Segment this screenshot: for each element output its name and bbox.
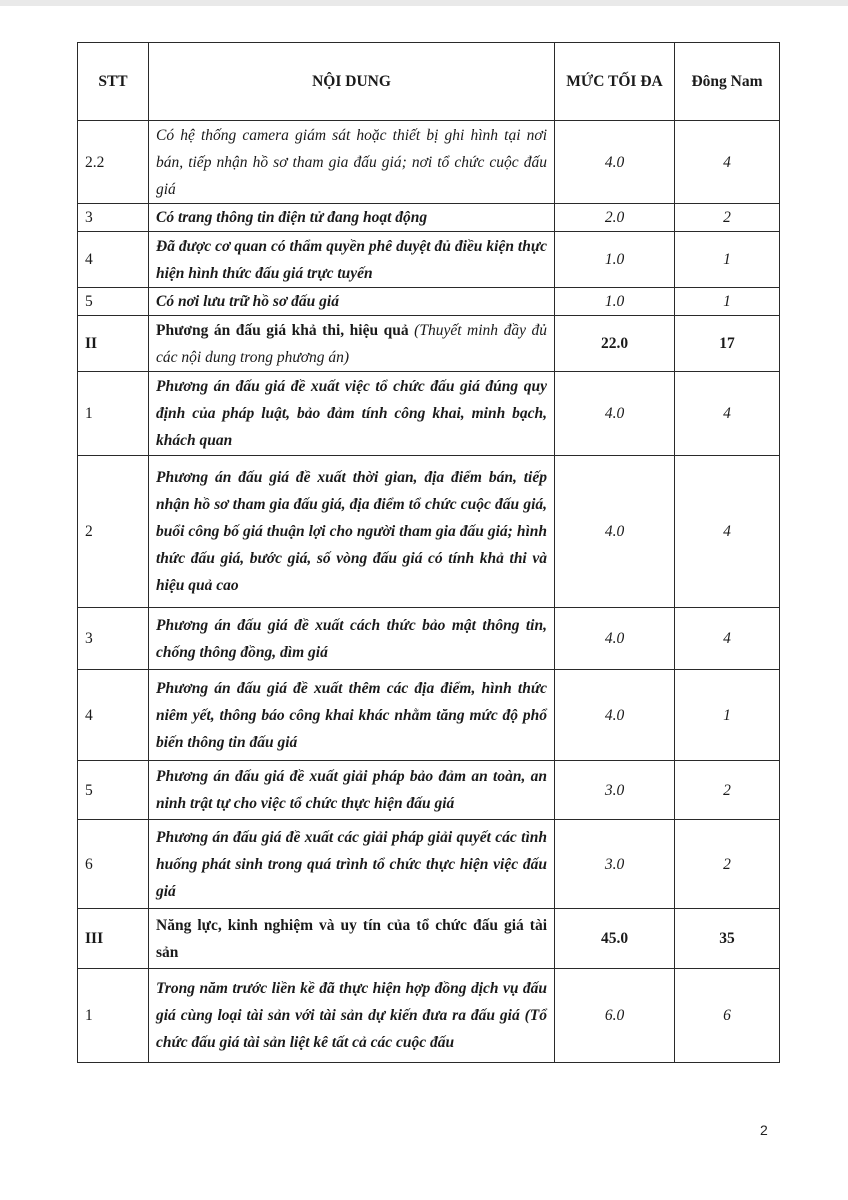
row-max-score: 4.0: [555, 608, 675, 670]
row-dong-nam-score: 2: [675, 761, 780, 820]
header-dong-nam: Đông Nam: [675, 43, 780, 121]
row-dong-nam-score: 35: [675, 909, 780, 969]
row-stt: 6: [78, 820, 149, 909]
row-max-score: 3.0: [555, 761, 675, 820]
table-row: [78, 288, 780, 316]
row-stt: 3: [78, 204, 149, 232]
row-content-text: Đã được cơ quan có thẩm quyền phê duyệt đủ điều kiện thực hiện hình thức đấu giá trực tuyến: [156, 237, 547, 282]
row-max-score: 4.0: [555, 456, 675, 608]
row-content-text: Năng lực, kinh nghiệm và uy tín của tổ chức đấu giá tài sản: [156, 916, 547, 961]
row-content: [149, 670, 555, 761]
row-max-score: 4.0: [555, 670, 675, 761]
row-dong-nam-score: 1: [675, 232, 780, 288]
row-content-text: Có trang thông tin điện tử đang hoạt động: [156, 209, 428, 226]
row-max-score: 1.0: [555, 232, 675, 288]
row-content-text: Phương án đấu giá đề xuất cách thức bảo mật thông tin, chống thông đồng, dìm giá: [156, 616, 547, 661]
row-stt: 1: [78, 969, 149, 1063]
row-content-text: Phương án đấu giá khả thi, hiệu quả: [156, 321, 409, 339]
row-dong-nam-score: 4: [675, 608, 780, 670]
table-row: [78, 316, 780, 372]
table-header-row: [78, 43, 780, 121]
page-number: 2: [760, 1122, 768, 1138]
table-row: [78, 204, 780, 232]
row-dong-nam-score: 1: [675, 288, 780, 316]
row-max-score: 22.0: [555, 316, 675, 372]
row-stt: 4: [78, 670, 149, 761]
row-stt: 3: [78, 608, 149, 670]
table-row: [78, 232, 780, 288]
row-dong-nam-score: 4: [675, 121, 780, 204]
row-stt: 5: [78, 288, 149, 316]
row-dong-nam-score: 2: [675, 204, 780, 232]
row-content-text: Trong năm trước liền kề đã thực hiện hợp đồng dịch vụ đấu giá cùng loại tài sản với tài sản dự kiến đưa ra đấu giá (Tổ chức đấu giá tài sản liệt kê tất cả các cuộc đấu: [156, 980, 547, 1051]
row-max-score: 2.0: [555, 204, 675, 232]
row-content: [149, 372, 555, 456]
row-stt: III: [78, 909, 149, 969]
row-content-text: Phương án đấu giá đề xuất giải pháp bảo đảm an toàn, an ninh trật tự cho việc tổ chức thực hiện đấu giá: [156, 768, 547, 812]
table-row: [78, 456, 780, 608]
table-row: [78, 761, 780, 820]
row-content: [149, 820, 555, 909]
row-content: [149, 456, 555, 608]
row-max-score: 6.0: [555, 969, 675, 1063]
row-content-text: Phương án đấu giá đề xuất thêm các địa điểm, hình thức niêm yết, thông báo công khai khác nhằm tăng mức độ phổ biến thông tin đấu giá: [156, 679, 547, 751]
row-dong-nam-score: 2: [675, 820, 780, 909]
scan-edge: [0, 0, 848, 6]
row-stt: 2: [78, 456, 149, 608]
header-content: NỘI DUNG: [149, 43, 555, 121]
table-row: [78, 969, 780, 1063]
row-content-note: (Thuyết minh đầy đủ các nội dung trong phương án): [156, 321, 547, 366]
table-body: [78, 121, 780, 1063]
row-max-score: 4.0: [555, 121, 675, 204]
row-stt: 2.2: [78, 121, 149, 204]
row-max-score: 3.0: [555, 820, 675, 909]
row-content: [149, 232, 555, 288]
row-dong-nam-score: 4: [675, 456, 780, 608]
scoring-table: [77, 42, 780, 1063]
row-content: [149, 608, 555, 670]
row-content-text: Phương án đấu giá đề xuất thời gian, địa điểm bán, tiếp nhận hồ sơ tham gia đấu giá, địa điểm tổ chức cuộc đấu giá, buổi công bố giá thuận lợi cho người tham gia đấu giá; hình thức đấu giá, bước giá, số vòng đấu giá có tính khả thi và hiệu quả cao: [156, 469, 547, 594]
table-row: [78, 121, 780, 204]
row-content: [149, 204, 555, 232]
row-stt: 4: [78, 232, 149, 288]
row-stt: 5: [78, 761, 149, 820]
row-content-text: Có nơi lưu trữ hồ sơ đấu giá: [156, 293, 339, 310]
row-stt: 1: [78, 372, 149, 456]
row-content-text: Có hệ thống camera giám sát hoặc thiết bị ghi hình tại nơi bán, tiếp nhận hồ sơ tham gia đấu giá; nơi tổ chức cuộc đấu giá: [156, 126, 547, 198]
row-max-score: 4.0: [555, 372, 675, 456]
header-stt: STT: [78, 43, 149, 121]
row-content: [149, 316, 555, 372]
table-row: [78, 909, 780, 969]
table-row: [78, 670, 780, 761]
row-max-score: 1.0: [555, 288, 675, 316]
row-content-text: Phương án đấu giá đề xuất các giải pháp giải quyết các tình huống phát sinh trong quá trình tổ chức thực hiện việc đấu giá: [156, 828, 547, 900]
row-content: [149, 121, 555, 204]
row-dong-nam-score: 1: [675, 670, 780, 761]
row-dong-nam-score: 4: [675, 372, 780, 456]
table-row: [78, 608, 780, 670]
table-row: [78, 820, 780, 909]
row-content: [149, 761, 555, 820]
row-stt: II: [78, 316, 149, 372]
row-content-text: Phương án đấu giá đề xuất việc tổ chức đấu giá đúng quy định của pháp luật, bảo đảm tính công khai, minh bạch, khách quan: [156, 378, 547, 449]
header-max-score: MỨC TỐI ĐA: [555, 43, 675, 121]
row-dong-nam-score: 6: [675, 969, 780, 1063]
row-content: [149, 288, 555, 316]
table-row: [78, 372, 780, 456]
row-dong-nam-score: 17: [675, 316, 780, 372]
row-max-score: 45.0: [555, 909, 675, 969]
row-content: [149, 909, 555, 969]
row-content: [149, 969, 555, 1063]
